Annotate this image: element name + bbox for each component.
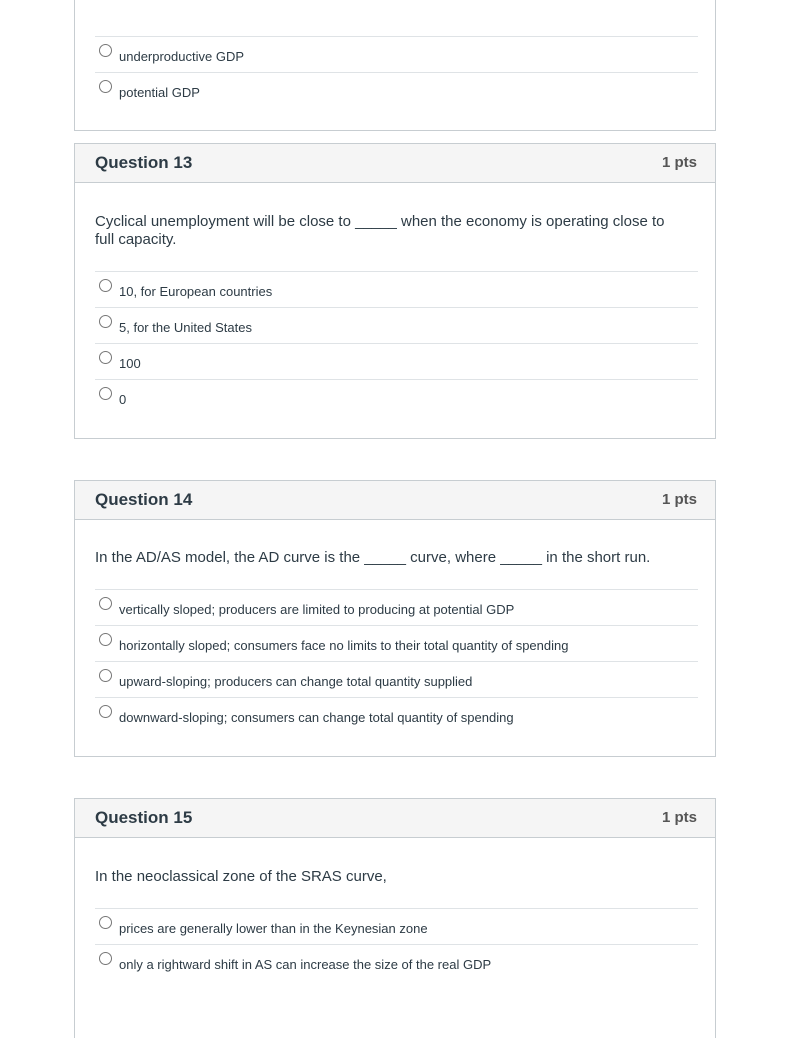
question-points: 1 pts <box>661 809 697 826</box>
answer-option[interactable] <box>95 589 698 625</box>
question-points: 1 pts <box>661 154 697 171</box>
radio-button[interactable] <box>99 44 112 57</box>
answer-label: downward-sloping; consumers can change total quantity of spending <box>119 710 514 725</box>
question-14-card <box>74 480 716 757</box>
radio-button[interactable] <box>99 952 112 965</box>
answer-option[interactable] <box>95 271 698 307</box>
answer-option[interactable] <box>95 343 698 379</box>
answer-label: horizontally sloped; consumers face no limits to their total quantity of spending <box>119 638 569 653</box>
question-title: Question 13 <box>95 153 193 172</box>
answer-option[interactable] <box>95 661 698 697</box>
question-header <box>75 144 715 183</box>
answer-label: upward-sloping; producers can change total quantity supplied <box>119 674 473 689</box>
answer-option[interactable] <box>95 908 698 944</box>
radio-button[interactable] <box>99 633 112 646</box>
question-header <box>75 799 715 838</box>
answer-label: 5, for the United States <box>119 320 252 335</box>
answer-option[interactable] <box>95 72 698 108</box>
radio-button[interactable] <box>99 916 112 929</box>
question-header <box>75 481 715 520</box>
question-13-card <box>74 143 716 439</box>
answer-option[interactable] <box>95 307 698 343</box>
question-12-card <box>74 0 716 131</box>
answer-option[interactable] <box>95 379 698 415</box>
answer-label: underproductive GDP <box>119 49 245 64</box>
radio-button[interactable] <box>99 279 112 292</box>
radio-button[interactable] <box>99 669 112 682</box>
answer-label: vertically sloped; producers are limited to producing at potential GDP <box>119 602 515 617</box>
question-points: 1 pts <box>661 491 697 508</box>
question-text: In the AD/AS model, the AD curve is the _____ curve, where _____ in the short run. <box>95 549 651 566</box>
answer-label: 10, for European countries <box>119 284 273 299</box>
radio-button[interactable] <box>99 597 112 610</box>
answer-label: prices are generally lower than in the Keynesian zone <box>119 921 428 936</box>
answer-option[interactable] <box>95 625 698 661</box>
answer-label: only a rightward shift in AS can increase the size of the real GDP <box>119 957 492 972</box>
question-text-line: full capacity. <box>95 231 177 248</box>
answer-label: 100 <box>119 356 141 371</box>
radio-button[interactable] <box>99 315 112 328</box>
radio-button[interactable] <box>99 80 112 93</box>
question-15-card <box>74 798 716 1038</box>
question-text <box>95 213 685 249</box>
radio-button[interactable] <box>99 705 112 718</box>
radio-button[interactable] <box>99 351 112 364</box>
question-text: In the neoclassical zone of the SRAS curve, <box>95 868 387 885</box>
question-title: Question 15 <box>95 808 193 827</box>
answer-option[interactable] <box>95 697 698 733</box>
answer-label: 0 <box>119 392 127 407</box>
answer-option[interactable] <box>95 944 698 980</box>
question-text-line: Cyclical unemployment will be close to _____ when the economy is operating close to <box>95 213 665 230</box>
answer-option[interactable] <box>95 36 698 72</box>
question-title: Question 14 <box>95 490 193 509</box>
answer-label: potential GDP <box>119 85 200 100</box>
radio-button[interactable] <box>99 387 112 400</box>
